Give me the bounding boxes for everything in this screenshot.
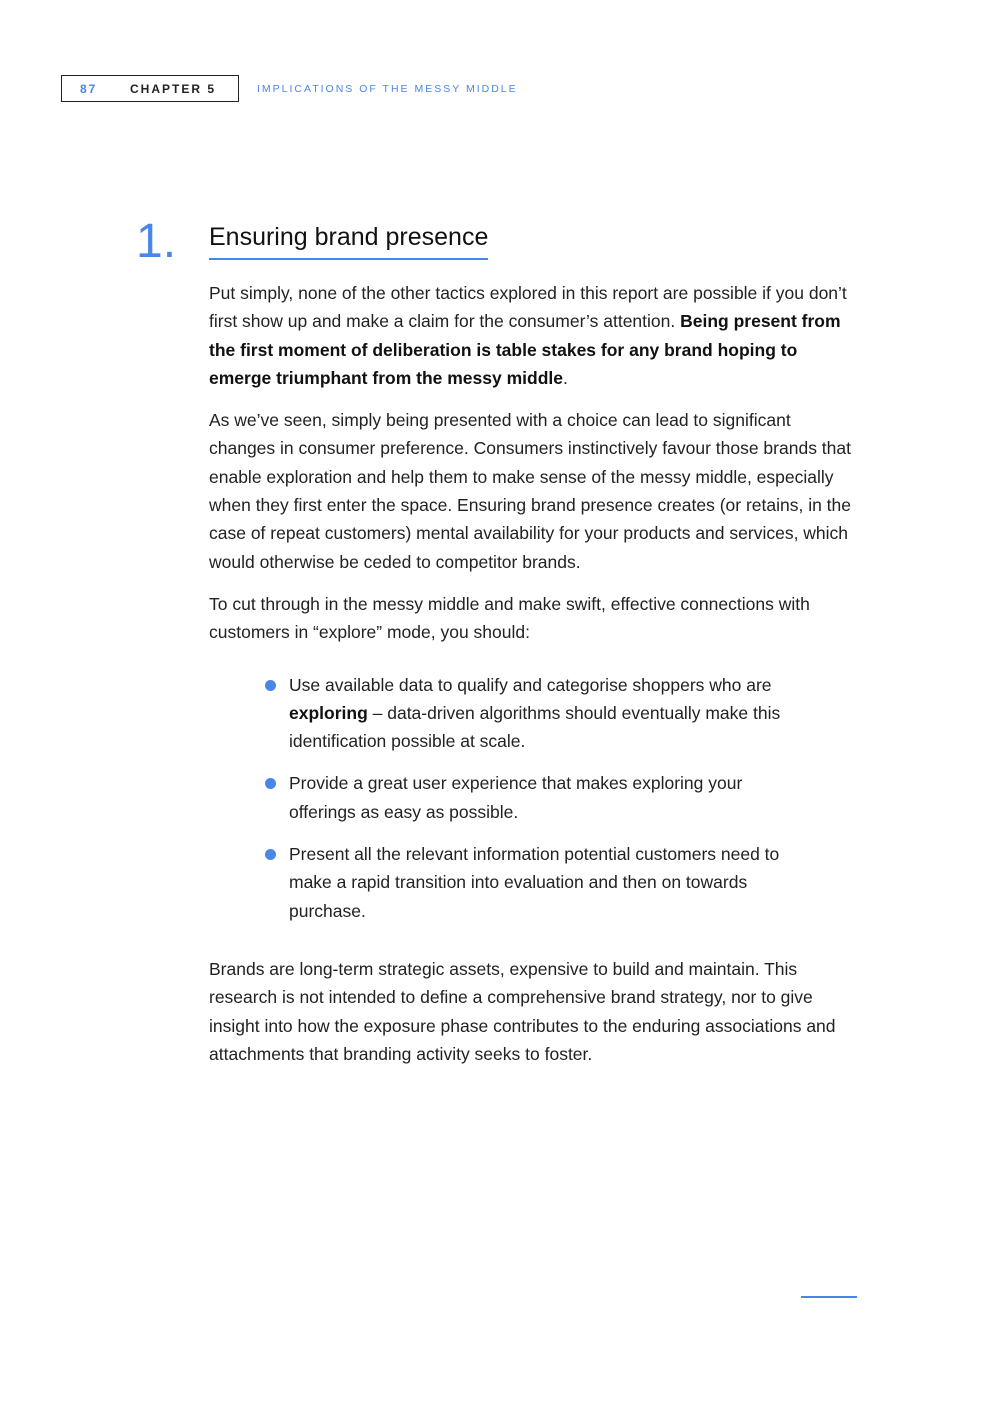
paragraph-1-bold: Being present from the first moment of deliberation is table stakes for any brand hoping to emerge triumphant from the messy middle [209,311,841,388]
bullet-dot-icon [265,849,276,860]
section-title: Ensuring brand presence [209,222,488,260]
list-item [289,671,789,756]
list-item [289,840,789,925]
running-header-title: IMPLICATIONS OF THE MESSY MIDDLE [257,83,518,95]
list-item-text: Present all the relevant information potential customers need to make a rapid transition into evaluation and then on towards purchase. [289,844,780,921]
section-number: 1. [136,215,177,268]
list-item-text: Provide a great user experience that makes exploring your offerings as easy as possible. [289,773,743,822]
paragraph-3: To cut through in the messy middle and make swift, effective connections with customers in “explore” mode, you should: [209,593,810,643]
footer-accent-line [801,1296,857,1298]
paragraph-4: Brands are long-term strategic assets, expensive to build and maintain. This research is not intended to define a comprehensive brand strategy, nor to give insight into how the exposure phase contributes to the enduring associations and attachments that branding activity seeks to foster. [209,958,836,1064]
paragraph-1-end: . [562,367,568,388]
list-item [289,769,789,826]
paragraph-1 [209,279,859,392]
list-item-text: Use available data to qualify and categorise shoppers who are [289,674,772,695]
bullet-dot-icon [265,778,276,789]
bullet-dot-icon [265,680,276,691]
list-item-bold: exploring [289,702,368,723]
body-content [209,279,859,1082]
paragraph-2: As we’ve seen, simply being presented with a choice can lead to significant changes in consumer preference. Consumers instinctively favour those brands that enable exploration and help them to make sense of the messy middle, especially when they first enter the space. Ensuring brand presence creates (or retains, in the case of repeat customers) mental availability for your products and services, which would otherwise be ceded to competitor brands. [209,410,852,572]
page-number: 87 [80,81,98,96]
paragraph-1-text: Put simply, none of the other tactics explored in this report are possible if you don’t first show up and make a claim for the consumer’s attention. [209,283,847,332]
list-item-text-end: – data-driven algorithms should eventually make this identification possible at scale. [289,702,781,752]
recommendation-list [209,671,789,925]
chapter-label: CHAPTER 5 [130,81,217,96]
page-header-box [61,75,239,102]
